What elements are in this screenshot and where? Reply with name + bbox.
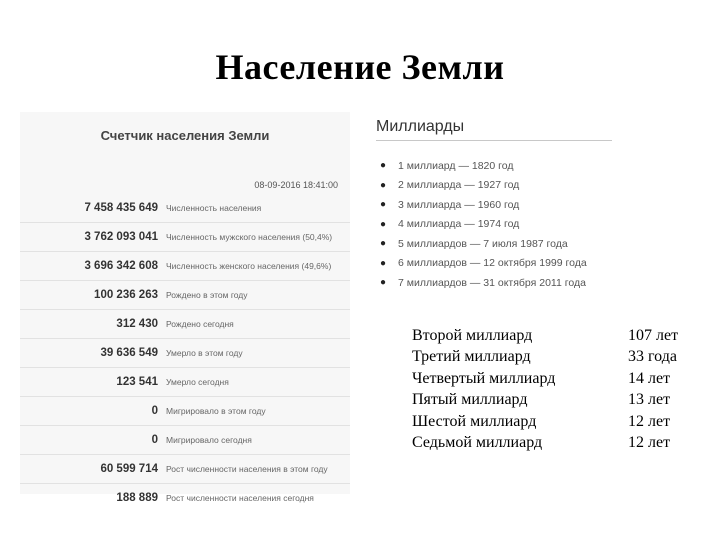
bullet-icon: ●: [380, 179, 387, 191]
bullet-icon: ●: [380, 257, 387, 269]
counter-row: [20, 194, 350, 222]
milestone-text: 6 миллиардов — 12 октября 1999 года: [398, 257, 587, 270]
milestone-text: 5 миллиардов — 7 июля 1987 года: [398, 237, 568, 250]
counter-row: [20, 309, 350, 338]
milestones-title: Миллиарды: [376, 118, 465, 135]
counter-value: 100 236 263: [94, 289, 158, 301]
milestone-item: [380, 215, 616, 235]
milestone-item: [380, 195, 616, 215]
milestone-item: [380, 273, 616, 293]
counter-label: Рождено в этом году: [166, 290, 248, 300]
counter-row: [20, 280, 350, 309]
counter-label: Численность населения: [166, 203, 262, 213]
milestones-divider: [376, 140, 612, 141]
bullet-icon: ●: [380, 160, 387, 172]
duration-row: [412, 433, 702, 455]
counter-label: Рождено сегодня: [166, 319, 234, 329]
counter-label: Рост численности населения в этом году: [166, 464, 328, 474]
milestone-item: [380, 156, 616, 176]
milestone-text: 1 миллиард — 1820 год: [398, 159, 514, 172]
duration-value: 12 лет: [628, 412, 671, 430]
counter-row: [20, 454, 350, 483]
counter-label: Умерло в этом году: [166, 348, 243, 358]
duration-name: Третий миллиард: [412, 348, 531, 366]
duration-name: Пятый миллиард: [412, 391, 528, 409]
counter-value: 3 696 342 608: [84, 260, 158, 272]
counter-label: Мигрировало в этом году: [166, 406, 266, 416]
milestone-item: [380, 176, 616, 196]
counter-value: 188 889: [116, 492, 158, 504]
duration-row: [412, 368, 702, 390]
duration-value: 13 лет: [628, 391, 671, 409]
milestone-text: 7 миллиардов — 31 октября 2011 года: [398, 276, 586, 289]
milestone-item: [380, 254, 616, 274]
duration-row: [412, 347, 702, 369]
counter-value: 123 541: [116, 376, 158, 388]
counter-row: [20, 396, 350, 425]
counter-value: 60 599 714: [100, 463, 158, 475]
counter-label: Рост численности населения сегодня: [166, 493, 314, 503]
counter-value: 0: [151, 434, 158, 446]
duration-row: [412, 411, 702, 433]
counter-label: Численность женского населения (49,6%): [166, 261, 332, 271]
billions-milestones-panel: [370, 112, 620, 294]
counter-value: 3 762 093 041: [84, 231, 158, 243]
counter-row: [20, 483, 350, 512]
counter-value: 7 458 435 649: [84, 202, 158, 214]
population-counter-panel: [20, 112, 350, 504]
bullet-icon: ●: [380, 277, 387, 289]
duration-name: Второй миллиард: [412, 326, 533, 344]
duration-name: Шестой миллиард: [412, 412, 537, 430]
bullet-icon: ●: [380, 218, 387, 230]
counter-row: [20, 338, 350, 367]
counter-row: [20, 425, 350, 454]
slide-title: Население Земли: [215, 47, 505, 87]
milestones-list: [380, 156, 616, 293]
milestone-text: 3 миллиарда — 1960 год: [398, 198, 520, 211]
milestone-item: [380, 234, 616, 254]
counter-label: Численность мужского населения (50,4%): [166, 232, 333, 242]
duration-row: [412, 325, 702, 347]
counter-datetime: 08-09-2016 18:41:00: [254, 180, 338, 190]
counter-row: [20, 367, 350, 396]
billion-durations-table: [412, 325, 702, 454]
counter-row: [20, 222, 350, 251]
milestone-text: 2 миллиарда — 1927 год: [398, 179, 520, 192]
counter-row: [20, 251, 350, 280]
duration-value: 12 лет: [628, 434, 671, 452]
duration-value: 14 лет: [628, 369, 671, 387]
duration-value: 107 лет: [628, 326, 679, 344]
counter-rows: [20, 194, 350, 512]
bullet-icon: ●: [380, 199, 387, 211]
counter-value: 0: [151, 405, 158, 417]
duration-name: Четвертый миллиард: [412, 369, 556, 387]
counter-value: 39 636 549: [100, 347, 158, 359]
bullet-icon: ●: [380, 238, 387, 250]
duration-name: Седьмой миллиард: [412, 434, 543, 452]
duration-value: 33 года: [628, 348, 677, 366]
counter-label: Мигрировало сегодня: [166, 435, 252, 445]
counter-label: Умерло сегодня: [166, 377, 229, 387]
milestone-text: 4 миллиарда — 1974 год: [398, 218, 520, 231]
counter-title: Счетчик населения Земли: [100, 128, 270, 143]
duration-row: [412, 390, 702, 412]
counter-value: 312 430: [116, 318, 158, 330]
